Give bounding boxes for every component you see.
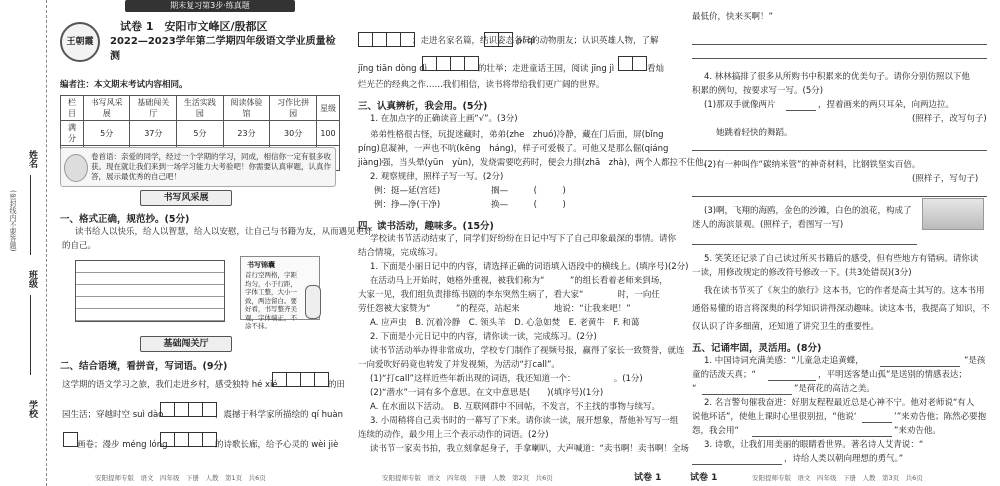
beach-picture (922, 198, 984, 230)
q4-text-2: 大家一见，我们组负责排练书剧的李东突然生病了，看大家“ 时，一向任 (358, 290, 660, 300)
answer-line[interactable] (768, 380, 816, 381)
q5-text-1: 我在读书节买了《灰尘的旅行》这本书，它的作者是高士其写的。这本书用 (704, 286, 985, 296)
q4-sub-2: 2. 下面是小元日记中的内容，请你读一读，完成练习。(2分) (370, 332, 597, 342)
table-cell: 100 (316, 121, 339, 146)
editor-note: 编者注：本文期末考试内容相同。 (60, 80, 188, 90)
q4-example-1-end: ，捏着画来的两只耳朵，向两边拉。 (818, 100, 955, 110)
q4-text-7: (2)“潜水”一词有多个意思。在文中意思是( )(填序号)(1分) (370, 388, 604, 398)
p3-line-1: 最低价，快来买啊！” (692, 12, 773, 22)
q6-text-1: 1. 中国诗词充满美感：“儿童急走追黄蝶， (704, 356, 864, 366)
answer-boxes-jingtian[interactable] (422, 56, 478, 71)
q6-text-2-end: ，平明送客楚山孤”是送别的情感表达； (818, 370, 967, 380)
q3-title: 三、认真辨析，我会用。(5分) (358, 101, 488, 112)
class-line (30, 295, 31, 375)
p2-line-1-end: 各异的动物朋友；认识英雄人物，了解 (514, 36, 659, 46)
banner: 期末复习第3步·练真题 (125, 0, 295, 12)
publisher-logo: 王朝霞 (60, 22, 100, 62)
q2-line-2: 园生活；穿越时空 suì dào (62, 410, 164, 420)
q4-example-3-b: 迷人的海滨景观。(照样子，看图写一写) (692, 220, 844, 230)
q4-text-1: 在活动马上开始时，她格外重视，被我们称为“ ”的组长看着老师来到场， (370, 276, 668, 286)
table-cell: 5分 (177, 121, 224, 146)
answer-boxes-qihuan[interactable] (63, 432, 77, 447)
q4-hint-1: (照样子，改写句子) (912, 114, 987, 124)
table-cell: 阅读体验馆 (223, 96, 270, 121)
q4-title: 四、读书活动，趣味多。(15分) (358, 221, 494, 232)
q3-text-1: 弟弟性格很古怪，玩捉迷藏时，弟弟(zhe zhuó)冷静，藏在门后面，屏(bǐng (370, 130, 664, 140)
q2-line-1: 这学期的语文学习之旅，我们走进乡村，感受独特 hé xié (62, 380, 278, 390)
q5-text-3: 仅认识了许多细菌，还知道了讲究卫生的重要性。 (692, 322, 880, 332)
q3-text-2: píng)息凝神，一声也不吭(kēng háng)，样子可爱极了。可他又是那么倔(qiáng (358, 144, 669, 154)
q3-example-1: 例：挺—延(宫廷) 搁— ( ) (374, 186, 566, 196)
q4-task-1: 她跳着轻快的舞蹈。 (716, 128, 793, 138)
table-cell: 生活实践园 (177, 96, 224, 121)
seal-dash-line (46, 0, 47, 486)
q6-title: 五、记诵牢固，灵活用。(8分) (692, 343, 822, 354)
page-2 (342, 0, 713, 486)
answer-line[interactable] (692, 464, 782, 465)
paper-subtitle: 2022—2023学年第二学期四年级语文学业质量检测 (110, 36, 336, 62)
q4-intro-2: 结合情境，完成练习。 (358, 248, 444, 258)
table-row (61, 121, 340, 146)
p2-line-2-mid: 的壮举；走进童话王国，阅读 jīng jì (478, 64, 615, 74)
q4-text-6: (1)“打call”这样近些年新出现的词语，我还知道一个： 。(1分) (370, 374, 643, 384)
answer-boxes-menglong[interactable] (160, 432, 216, 447)
q6-text-3-end: ”是荷花的高洁之美。 (794, 384, 875, 394)
q3-text-3: jiàng)强，当头晕(yūn yùn)，发烧需要吃药时，便会力排(zhā zhà)，两个人都拉不住他。 (358, 158, 713, 168)
q4-intro-1: 学校读书节活动结束了，同学们好纷纷在日记中写下了自己印象最深的事情。请你 (370, 234, 677, 244)
page-1 (0, 0, 373, 486)
q4-example-1: (1)那双手就像两片 (704, 100, 776, 110)
q6-text-7-end: ，诗给人类以朝向理想的勇气。” (784, 454, 904, 464)
answer-line[interactable] (692, 150, 987, 151)
table-cell: 23分 (223, 121, 270, 146)
q4-text-8: A. 在水面以下活动。 B. 互联网群中不回帖，不发言，不主找的事物与续写。 (370, 402, 661, 412)
q5-title-b: 一读，用修改规定的修改符号修改一下。(共3处错误)(3分) (692, 268, 912, 278)
answer-line[interactable] (692, 244, 917, 245)
q3-sub-2: 2. 观察规律，照样子写一写。(2分) (370, 172, 504, 182)
writing-tips-title: 书写锦囊 (247, 261, 275, 269)
preface-box (60, 147, 336, 187)
page-2-paper-label: 试卷 1 (634, 473, 662, 483)
section-banner-basic: 基础闯关厅 (140, 336, 232, 352)
table-row (61, 96, 340, 121)
table-cell: 书写风采展 (83, 96, 130, 121)
q4-hint-2: (照样子，写句子) (912, 174, 979, 184)
page-3 (682, 0, 1000, 486)
table-cell: 星级 (316, 96, 339, 121)
q5-title: 5. 笑笑还记录了自己读过所买书籍后的感受，但有些地方有错病。请你读 (704, 254, 979, 264)
q4-options: A. 应声虫 B. 沉着冷静 C. 领头羊 D. 心急如焚 E. 老黄牛 F. 和蔼 (370, 318, 640, 328)
q6-text-5: 说他坏话”，使他上课时心里很别扭，“他说‘ (692, 412, 857, 422)
copy-writing-grid[interactable] (75, 260, 225, 322)
school-label: 学校 (27, 400, 37, 418)
name-label: 姓名 (27, 150, 37, 168)
name-line (30, 175, 31, 255)
class-label: 班级 (27, 270, 37, 288)
answer-boxes-jingji[interactable] (618, 56, 646, 71)
table-cell: 满分 (61, 121, 84, 146)
q4-text-10: 读书节一家卖书拍，我立刻拿起身子，手拿喇叭，大声喊道：“卖书啊！卖书啊！全场 (370, 444, 689, 454)
q1-title: 一、格式正确，规范抄。(5分) (60, 214, 190, 225)
table-cell: 栏目 (61, 96, 84, 121)
answer-line[interactable] (692, 44, 987, 45)
q6-text-4: 2. 名言警句催我奋进：好朋友程程最近总是心神不宁。他对老师说“有人 (704, 398, 975, 408)
page-1-footer: 安阳提师专版 语文 四年级 下册 人教 第1页 共6页 (95, 474, 266, 482)
q4-sub-3: 3. 小周稍将自己卖书时的一幕写了下来。请你读一读，展开想象，帮他补写写一组 (370, 416, 679, 426)
table-cell: 基础闯关厅 (130, 96, 177, 121)
preface-text: 卷首语：亲爱的同学，经过一个学期的学习，同成，相信你一定有很多收获。现在就让我们来到一场学习能力大考验吧！你需要认真审题，认真作答，展示最优秀的自己吧！ (91, 152, 331, 181)
q4-text-5: 一向爱吹好码竟也转发了并发视频，为活动“打call”。 (358, 360, 560, 370)
answer-boxes-piqi[interactable] (484, 32, 512, 47)
q6-text-5-end: ’”来劝告他；陈然必要抱 (894, 412, 987, 422)
q3-sub-1: 1. 在加点字的正确读音上画“√”。(3分) (370, 114, 518, 124)
binding-strip (0, 0, 48, 486)
q6-text-6: 怨，我会用“ (692, 426, 739, 436)
q6-text-1-end: ”是孩 (964, 356, 986, 366)
page-2-footer: 安阳提师专版 语文 四年级 下册 人教 第2页 共6页 (382, 474, 553, 482)
answer-line[interactable] (702, 394, 792, 395)
q2-line-3: 画卷；漫步 méng lóng (77, 440, 168, 450)
answer-line[interactable] (880, 366, 960, 367)
page-3-paper-label: 试卷 1 (690, 473, 718, 483)
p2-line-2: jīng tiān dòng dì (358, 64, 428, 74)
answer-line[interactable] (692, 58, 987, 59)
pencil-mascot-icon (305, 285, 321, 319)
p2-line-3: 烂光芒的经典之作……我们相信，读书将带给我们更广阔的世界。 (358, 80, 605, 90)
q1-body-2: 的自己。 (62, 241, 97, 251)
p2-line-2-end: 看灿 (647, 64, 665, 74)
q4-text-4: 读书节活动举办得非常成功，学校专门制作了视频号报，赢得了家长一致赞誉，就连 (370, 346, 685, 356)
answer-boxes-hexie[interactable] (272, 372, 328, 387)
q2-line-3-end: 的诗歌长廊，给予心灵的 wèi jiè (215, 440, 339, 450)
answer-line[interactable] (692, 196, 987, 197)
page-3-footer: 安阳提师专版 语文 四年级 下册 人教 第3页 共6页 (752, 474, 923, 482)
paper-title: 试卷 1 安阳市文峰区/殷都区 (120, 20, 268, 33)
seal-note: (密封线内不要答题) (9, 190, 17, 252)
q4-text-9: 连续的动作，最少用上三个表示动作的词语。(2分) (358, 430, 549, 440)
q3-example-2: 例：挣—净(干净) 换— ( ) (374, 200, 566, 210)
p2-line-1: ；走进名家名篇，结识姿态 pí qi (412, 36, 535, 46)
q6-text-6-end: ”来劝告他。 (894, 426, 941, 436)
student-avatar-icon (64, 154, 88, 182)
q4-sub-1: 1. 下面是小丽日记中的内容，请选择正确的词语填入语段中的横线上。(填序号)(2分) (370, 262, 689, 272)
answer-line[interactable] (786, 110, 816, 111)
q4-sub-4-b: 积累的例句，按要求写一写。(5分) (692, 86, 824, 96)
table-cell: 习作比拼园 (270, 96, 317, 121)
table-cell: 37分 (130, 121, 177, 146)
q6-text-7: 3. 诗歌，让我们用美丽的眼睛看世界。著名诗人艾青说：“ (704, 440, 924, 450)
q2-title: 二、结合语境，看拼音，写词语。(9分) (60, 361, 228, 372)
writing-tips-body: 首行空两格，字距均匀，小于行距，字体工整，大小一致，两边留白。要好看，书写整齐美观，字体端正，不涂不抹。 (245, 271, 297, 330)
answer-line[interactable] (752, 436, 892, 437)
q4-example-2: (2)有一种叫作“碳纳米管”的神奇材料，比钢铁坚实百倍。 (704, 160, 921, 170)
q6-text-2: 童的活泼天真；“ (692, 370, 756, 380)
q4-example-3: (3)啊，飞翔的海鸥，金色的沙滩，白色的浪花，构成了 (704, 206, 912, 216)
answer-boxes-weijie[interactable] (358, 32, 414, 47)
table-cell: 5分 (83, 121, 130, 146)
answer-line[interactable] (862, 422, 892, 423)
q6-text-3: “ (692, 384, 697, 394)
q5-text-2: 通俗易懂的语言将深奥的科学知识讲得深动趣味。读这本书，我提高了知识，不 (692, 304, 990, 314)
table-cell: 30分 (270, 121, 317, 146)
section-banner-write: 书写风采展 (140, 190, 232, 206)
answer-boxes-suidao[interactable] (160, 402, 216, 417)
q1-body-1: 读书给人以快乐，给人以智慧，给人以安慰，让自己与书籍为友，从而遇见更好 (75, 227, 373, 237)
q2-line-1-end: 的田 (328, 380, 346, 390)
q4-sub-4: 4. 林林搞排了很多从所购书中积累来的优美句子。请你分别仿照以下他 (704, 72, 970, 82)
q2-line-2-end: ，震撼于科学家所描绘的 qí huàn (215, 410, 344, 420)
q4-text-3: 劳任怨被大家赞为“ ”的程亮，站起来 地说：“让我来吧！” (358, 304, 631, 314)
